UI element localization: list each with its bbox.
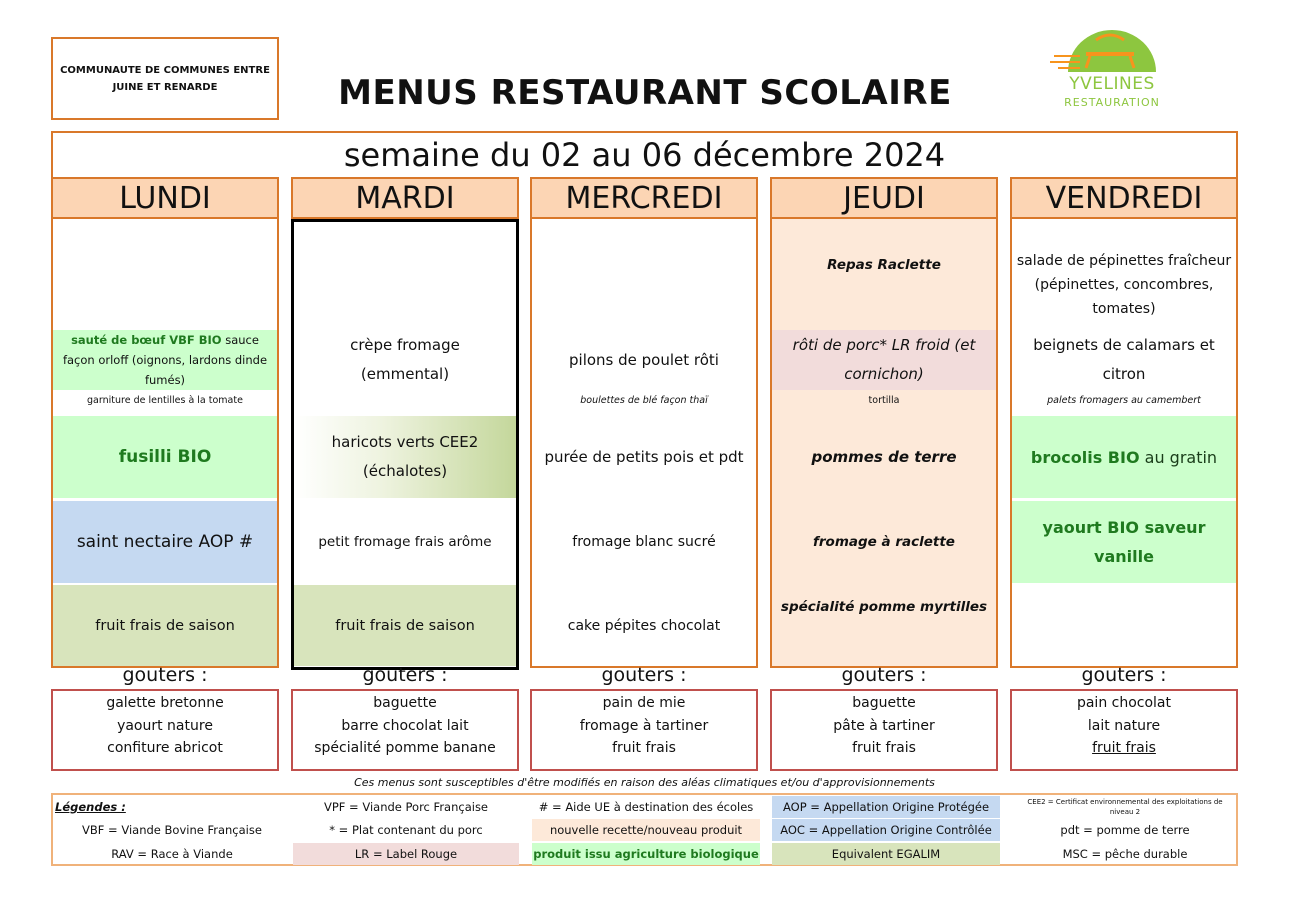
legend-rav: RAV = Race à Viande [111,847,233,861]
gouter-item: fruit frais [852,740,916,756]
jeudi-dessert: spécialité pomme myrtilles [780,599,988,615]
lundi-dessert: fruit frais de saison [53,585,277,666]
vendredi-dessert: yaourt BIO saveur vanille [1012,501,1236,583]
mardi-cheese: petit fromage frais arôme [318,534,492,550]
menu-column-jeudi [770,219,998,668]
vendredi-side-extra-text: au gratin [1139,447,1218,467]
jeudi-cheese: fromage à raclette [813,534,955,550]
lundi-side: fusilli BIO [53,416,277,498]
gouters-label-vendredi: gouters : [1081,664,1167,686]
today-highlight-frame [291,219,519,670]
legend-egalim: Equivalent EGALIM [772,843,1000,865]
logo-icon [1040,28,1170,78]
legend-box [51,793,1238,866]
gouter-item: spécialité pomme banane [314,740,496,756]
gouters-label-lundi: gouters : [122,664,208,686]
lundi-alternative: garniture de lentilles à la tomate [87,394,243,406]
gouter-item: baguette [852,695,916,711]
legend-vbf: VBF = Viande Bovine Française [82,823,262,837]
gouter-item: fruit frais [1092,740,1156,756]
mercredi-alternative: boulettes de blé façon thaï [580,394,708,406]
day-header-vendredi: VENDREDI [1010,177,1238,219]
legend-porc: * = Plat contenant du porc [329,823,483,837]
gouter-item: barre chocolat lait [341,717,469,734]
vendredi-side-bio-text: brocolis BIO [1030,447,1140,467]
gouters-box-mardi [291,689,519,771]
gouter-item: pain de mie [602,695,686,711]
mardi-dessert: fruit frais de saison [294,585,516,666]
logo-text-yvelines: YVELINES [1069,74,1155,94]
lundi-cheese: saint nectaire AOP # [53,501,277,583]
jeudi-side: pommes de terre [811,448,957,466]
jeudi-main-dish: rôti de porc* LR froid (et cornichon) [772,330,996,390]
lundi-main-sauce-text: sauce façon orloff (oignons, lardons dinde fumés) [62,333,268,387]
day-header-jeudi: JEUDI [770,177,998,219]
vendredi-starter: salade de pépinettes fraîcheur (pépinettes, concombres, tomates) [1016,253,1232,317]
menu-column-mardi [291,219,519,668]
legend-title: Légendes : [55,800,126,814]
gouters-label-mardi: gouters : [362,664,448,686]
gouters-box-vendredi [1010,689,1238,771]
mardi-main-dish: crèpe fromage (emmental) [350,336,460,383]
gouters-label-jeudi: gouters : [841,664,927,686]
gouters-label-mercredi: gouters : [601,664,687,686]
mercredi-main-dish: pilons de poulet rôti [569,350,719,369]
gouters-box-lundi [51,689,279,771]
legend-cee2: CEE2 = Certificat environnemental des exploitations de niveau 2 [1027,798,1223,816]
legend-lr: LR = Label Rouge [293,843,519,865]
jeudi-alternative: tortilla [868,394,900,406]
legend-msc: MSC = pêche durable [1062,847,1188,861]
disclaimer-note: Ces menus sont susceptibles d'être modifiés en raison des aléas climatiques et/ou d'approvisionnements [354,775,935,789]
vendredi-main-dish: beignets de calamars et citron [1033,336,1215,383]
mercredi-cheese: fromage blanc sucré [572,534,716,550]
day-header-mercredi: MERCREDI [530,177,758,219]
gouter-item: baguette [373,695,437,711]
jeudi-starter: Repas Raclette [827,257,941,273]
gouter-item: fruit frais [612,740,676,756]
mercredi-side: purée de petits pois et pdt [544,447,744,466]
yvelines-restauration-logo [1040,28,1170,114]
vendredi-side [1012,416,1236,498]
organization-box [51,37,279,120]
day-header-lundi: LUNDI [51,177,279,219]
gouter-item: yaourt nature [117,717,213,734]
menu-column-lundi [51,219,279,668]
week-banner: semaine du 02 au 06 décembre 2024 [51,131,1238,177]
vendredi-alternative: palets fromagers au camembert [1047,394,1201,406]
legend-bio: produit issu agriculture biologique [532,843,760,865]
gouters-box-mercredi [530,689,758,771]
legend-nouveau: nouvelle recette/nouveau produit [532,819,760,841]
page-title: MENUS RESTAURANT SCOLAIRE [338,73,952,113]
gouter-item: fromage à tartiner [579,717,709,734]
menu-column-vendredi [1010,219,1238,668]
lundi-main-dish [53,330,277,390]
gouter-item: pâte à tartiner [833,717,935,734]
gouter-item: galette bretonne [106,695,224,711]
mercredi-dessert: cake pépites chocolat [567,617,721,634]
mardi-side: haricots verts CEE2 (échalotes) [294,416,516,498]
menu-column-mercredi [530,219,758,668]
lundi-main-bio-text: sauté de bœuf VBF BIO [71,333,222,347]
gouter-item: pain chocolat [1076,695,1172,711]
legend-vpf: VPF = Viande Porc Française [323,800,489,814]
logo-text-restauration: RESTAURATION [1064,96,1160,109]
gouter-item: lait nature [1087,717,1161,734]
gouters-box-jeudi [770,689,998,771]
legend-aide-ue: # = Aide UE à destination des écoles [538,800,754,814]
day-header-mardi: MARDI [291,177,519,219]
legend-aop: AOP = Appellation Origine Protégée [772,796,1000,818]
legend-pdt: pdt = pomme de terre [1060,823,1190,837]
legend-aoc: AOC = Appellation Origine Contrôlée [772,819,1000,841]
organization-name: COMMUNAUTE DE COMMUNES ENTRE JUINE ET RENARDE [60,64,270,93]
gouter-item: confiture abricot [107,740,223,756]
